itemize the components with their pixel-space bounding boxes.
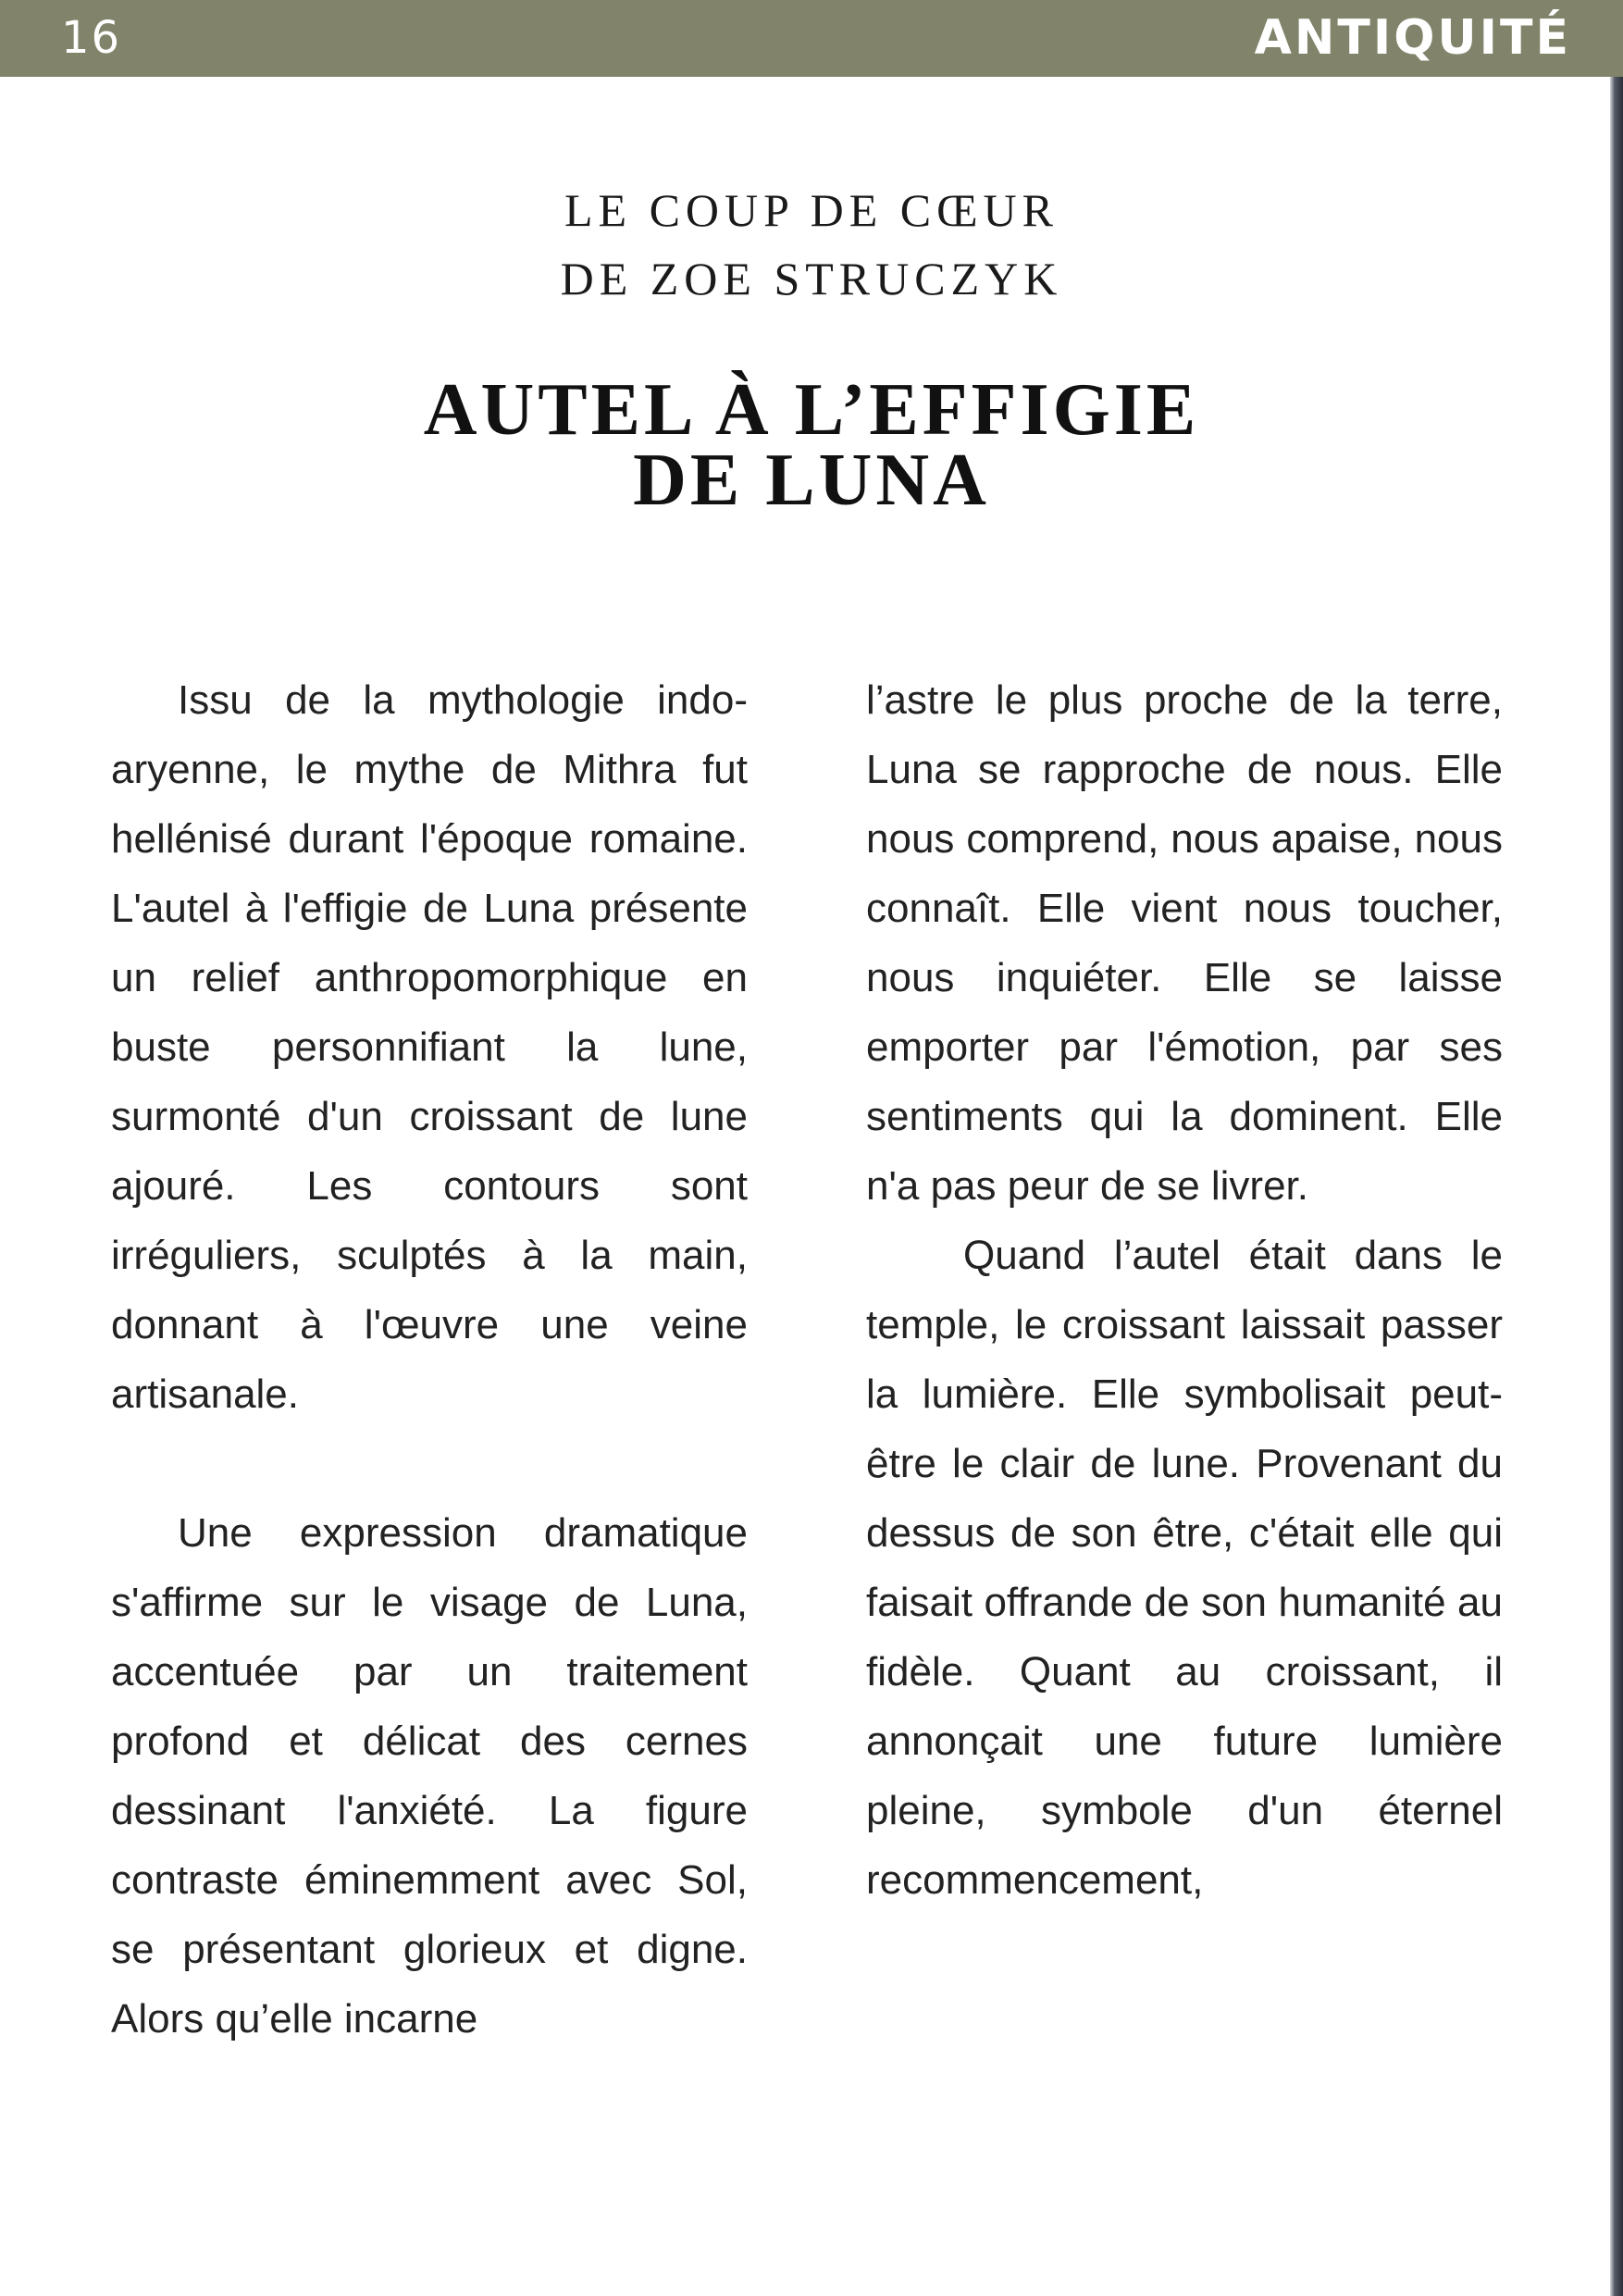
kicker-line-2: DE ZOE STRUCZYK: [560, 253, 1063, 304]
header-bar: [0, 0, 1623, 77]
section-name: ANTIQUITÉ: [1254, 10, 1571, 66]
kicker-line-1: LE COUP DE CŒUR: [564, 184, 1059, 236]
paragraph: Quand l’autel était dans le temple, le croissant laissait passer la lumière. Elle symbolisait peut-être le clair de lune. Provenant du dessus de son être, c'était elle qui faisait offrande de son humanité au fidèle. Quant au croissant, il annonçait une future lumière pleine, symbole d'un éternel recommencement,: [866, 1233, 1503, 1903]
paragraph: Une expression dramatique s'affirme sur le visage de Luna, accentuée par un traitement profond et délicat des cernes dessinant l'anxiété. La figure contraste éminemment avec Sol, se présentant glorieux et digne. Alors qu’elle incarne: [111, 1510, 748, 2042]
body-column-left: [111, 665, 748, 2054]
body-column-right: [866, 665, 1503, 1915]
page-number: 16: [61, 12, 122, 64]
paragraph: l’astre le plus proche de la terre, Luna se rapproche de nous. Elle nous comprend, nous apaise, nous connaît. Elle vient nous toucher, nous inquiéter. Elle se laisse emporter par l'émotion, par ses sentiments qui la dominent. Elle n'a pas peur de se livrer.: [866, 677, 1503, 1209]
paragraph: Issu de la mythologie indo-aryenne, le mythe de Mithra fut hellénisé durant l'époque romaine. L'autel à l'effigie de Luna présente un relief anthropomorphique en buste personnifiant la lune, surmonté d'un croissant de lune ajouré. Les contours sont irréguliers, sculptés à la main, donnant à l'œuvre une veine artisanale.: [111, 677, 748, 1417]
article-title-line-1: AUTEL À L’EFFIGIE: [423, 369, 1200, 451]
article-title-line-2: DE LUNA: [633, 440, 990, 521]
